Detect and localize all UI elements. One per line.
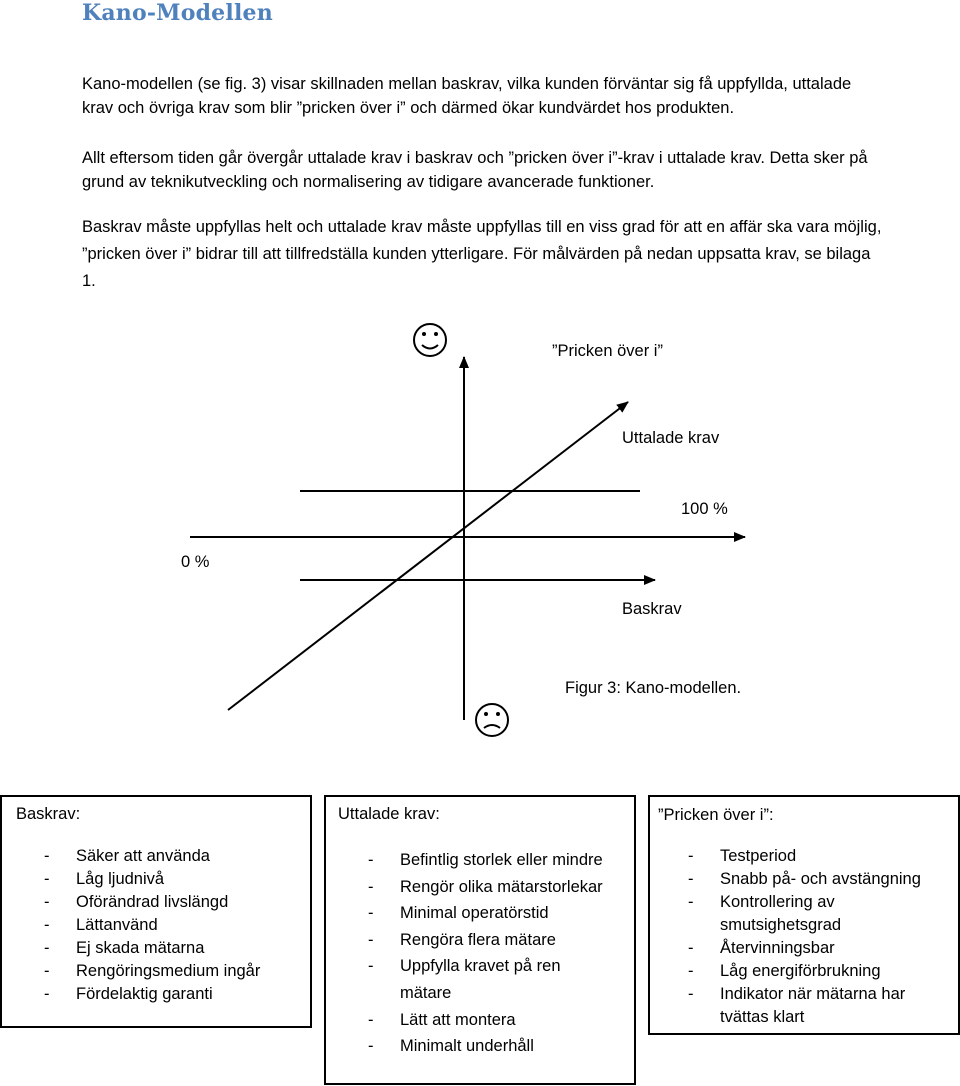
- list-item: - Rengöra flera mätare: [368, 930, 556, 949]
- list-item: - Återvinningsbar: [688, 939, 835, 957]
- list-item: - Säker att använda: [44, 847, 210, 865]
- baskrav-box: [0, 795, 312, 1028]
- list-item: - Lättanvänd: [44, 916, 158, 934]
- label-pricken: ”Pricken över i”: [552, 342, 663, 360]
- figure-caption: Figur 3: Kano-modellen.: [565, 679, 742, 697]
- list-item: - Testperiod: [688, 847, 797, 865]
- label-100-percent: 100 %: [681, 500, 728, 518]
- baskrav-heading: Baskrav:: [16, 805, 81, 823]
- list-item: - Fördelaktig garanti: [44, 985, 213, 1003]
- list-item: - Minimal operatörstid: [368, 904, 549, 923]
- label-uttalade: Uttalade krav: [622, 429, 720, 447]
- page-title: Kano-Modellen: [82, 0, 273, 26]
- happy-face-icon: [414, 324, 446, 356]
- list-item: - Uppfylla kravet på ren mätare: [368, 957, 561, 1002]
- uttalade-heading: Uttalade krav:: [338, 805, 440, 823]
- uttalade-line: [228, 402, 628, 710]
- sad-face-icon: [476, 704, 508, 736]
- label-baskrav: Baskrav: [622, 600, 682, 618]
- paragraph-requirements: Baskrav måste uppfyllas helt och uttalade krav måste uppfyllas till en viss grad för att en affär ska vara möjlig, ”pricken över i” bidrar till att tillfredställa kunden ytterligare. För målvärden på nedan uppsatta krav, se bilaga 1.: [82, 218, 882, 290]
- paragraph-time: Allt eftersom tiden går övergår uttalade krav i baskrav och ”pricken över i”-krav i uttalade krav. Detta sker på grund av teknikutveckling och normalisering av tidigare avancerade funktioner.: [82, 149, 868, 191]
- list-item: - Indikator när mätarna har tvättas klart: [688, 985, 906, 1026]
- pricken-box: [648, 795, 960, 1035]
- list-item: - Befintlig storlek eller mindre: [368, 851, 603, 869]
- pricken-heading: ”Pricken över i”:: [658, 806, 774, 824]
- uttalade-list: [368, 847, 623, 1060]
- list-item: - Snabb på- och avstängning: [688, 870, 921, 888]
- list-item: - Lätt att montera: [368, 1010, 516, 1029]
- list-item: - Oförändrad livslängd: [44, 893, 229, 911]
- list-item: - Minimalt underhåll: [368, 1037, 534, 1056]
- list-item: - Låg ljudnivå: [44, 870, 165, 888]
- uttalade-box: [324, 795, 636, 1085]
- list-item: - Rengöringsmedium ingår: [44, 962, 261, 980]
- list-item: - Låg energiförbrukning: [688, 962, 881, 980]
- list-item: - Ej skada mätarna: [44, 939, 205, 957]
- label-0-percent: 0 %: [181, 553, 210, 571]
- baskrav-list: [44, 845, 260, 1006]
- pricken-list: [688, 845, 938, 1029]
- list-item: - Rengör olika mätarstorlekar: [368, 877, 603, 896]
- paragraph-intro: Kano-modellen (se fig. 3) visar skillnaden mellan baskrav, vilka kunden förväntar sig få uppfyllda, uttalade krav och övriga krav som blir ”pricken över i” och därmed ökar kundvärdet hos produkten.: [82, 75, 852, 117]
- list-item: - Kontrollering av smutsighetsgrad: [688, 893, 842, 934]
